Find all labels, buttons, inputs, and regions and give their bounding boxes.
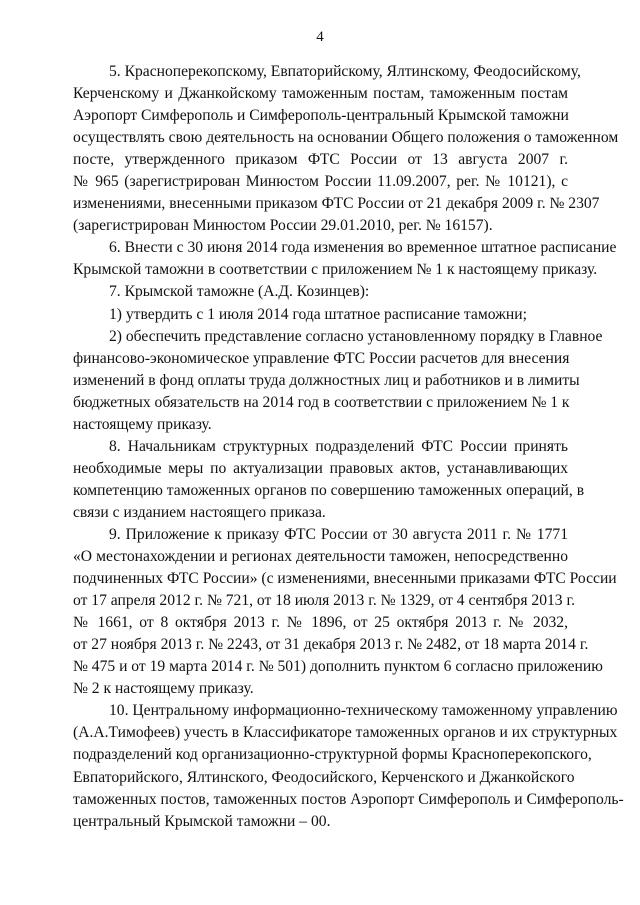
text-line: 7. Крымской таможне (А.Д. Козинцев):: [109, 283, 370, 301]
text-line: (А.А.Тимофеев) учесть в Классификаторе таможенных органов и их структурных: [73, 724, 618, 742]
paragraph: [73, 304, 568, 326]
text-line: финансово-экономическое управление ФТС России расчетов для внесения: [73, 349, 570, 367]
text-line: (зарегистрирован Минюстом России 29.01.2010, рег. № 16157).: [73, 217, 493, 235]
page-number: 4: [316, 29, 324, 45]
text-line: бюджетных обязательств на 2014 год в соответствии с приложением № 1 к: [73, 393, 570, 411]
text-line: центральный Крымской таможни – 00.: [73, 812, 331, 830]
text-line: Евпаторийского, Ялтинского, Феодосийского, Керченского и Джанкойского: [73, 768, 575, 786]
text-line: 6. Внести с 30 июня 2014 года изменения во временное штатное расписание: [109, 239, 617, 257]
text-line: Керченскому и Джанкойскому таможенным постам, таможенным постам: [73, 85, 568, 103]
text-line: подразделений код организационно-структурной формы Красноперекопского,: [73, 746, 592, 764]
paragraph: [73, 700, 624, 832]
paragraph: [73, 237, 617, 281]
text-line: компетенцию таможенных органов по совершению таможенных операций, в: [73, 481, 585, 499]
text-line: № 2 к настоящему приказу.: [73, 680, 254, 698]
paragraph: [73, 524, 617, 700]
text-line: 9. Приложение к приказу ФТС России от 30 августа 2011 г. № 1771: [109, 525, 568, 543]
text-line: 1) утвердить с 1 июля 2014 года штатное расписание таможни;: [109, 305, 527, 323]
text-line: необходимые меры по актуализации правовых актов, устанавливающих: [73, 459, 568, 477]
paragraph: [73, 326, 603, 436]
document-body: [73, 61, 624, 833]
text-line: подчиненных ФТС России» (с изменениями, внесенными приказами ФТС России: [73, 570, 617, 588]
text-line: изменений в фонд оплаты труда должностных лиц и работников и в лимиты: [73, 371, 580, 389]
text-line: 8. Начальникам структурных подразделений ФТС России принять: [109, 437, 568, 455]
text-line: Крымской таможни в соответствии с приложением № 1 к настоящему приказу.: [73, 261, 598, 279]
text-line: 10. Центральному информационно-техническому таможенному управлению: [109, 702, 618, 720]
text-line: таможенных постов, таможенных постов Аэропорт Симферополь и Симферополь-: [73, 790, 624, 808]
text-line: осуществлять свою деятельность на основании Общего положения о таможенном: [73, 129, 619, 147]
paragraph: [73, 61, 619, 237]
text-line: № 475 и от 19 марта 2014 г. № 501) дополнить пунктом 6 согласно приложению: [73, 658, 603, 676]
text-line: связи с изданием настоящего приказа.: [73, 503, 326, 521]
text-line: № 1661, от 8 октября 2013 г. № 1896, от 25 октября 2013 г. № 2032,: [73, 614, 568, 632]
text-line: 5. Красноперекопскому, Евпаторийскому, Ялтинскому, Феодосийскому,: [109, 63, 581, 80]
paragraph: [73, 281, 568, 303]
text-line: от 17 апреля 2012 г. № 721, от 18 июля 2013 г. № 1329, от 4 сентября 2013 г.: [73, 592, 576, 610]
paragraph: [73, 436, 585, 524]
text-line: изменениями, внесенными приказом ФТС России от 21 декабря 2009 г. № 2307: [73, 195, 600, 213]
text-line: 2) обеспечить представление согласно установленному порядку в Главное: [109, 327, 603, 345]
text-line: № 965 (зарегистрирован Минюстом России 11.09.2007, рег. № 10121), с: [73, 173, 568, 191]
text-line: от 27 ноября 2013 г. № 2243, от 31 декабря 2013 г. № 2482, от 18 марта 2014 г.: [73, 636, 589, 654]
text-line: посте, утвержденного приказом ФТС России от 13 августа 2007 г.: [73, 151, 568, 169]
text-line: «О местонахождении и регионах деятельности таможен, непосредственно: [73, 548, 568, 566]
text-line: настоящему приказу.: [73, 415, 212, 433]
text-line: Аэропорт Симферополь и Симферополь-центральный Крымской таможни: [73, 107, 569, 125]
